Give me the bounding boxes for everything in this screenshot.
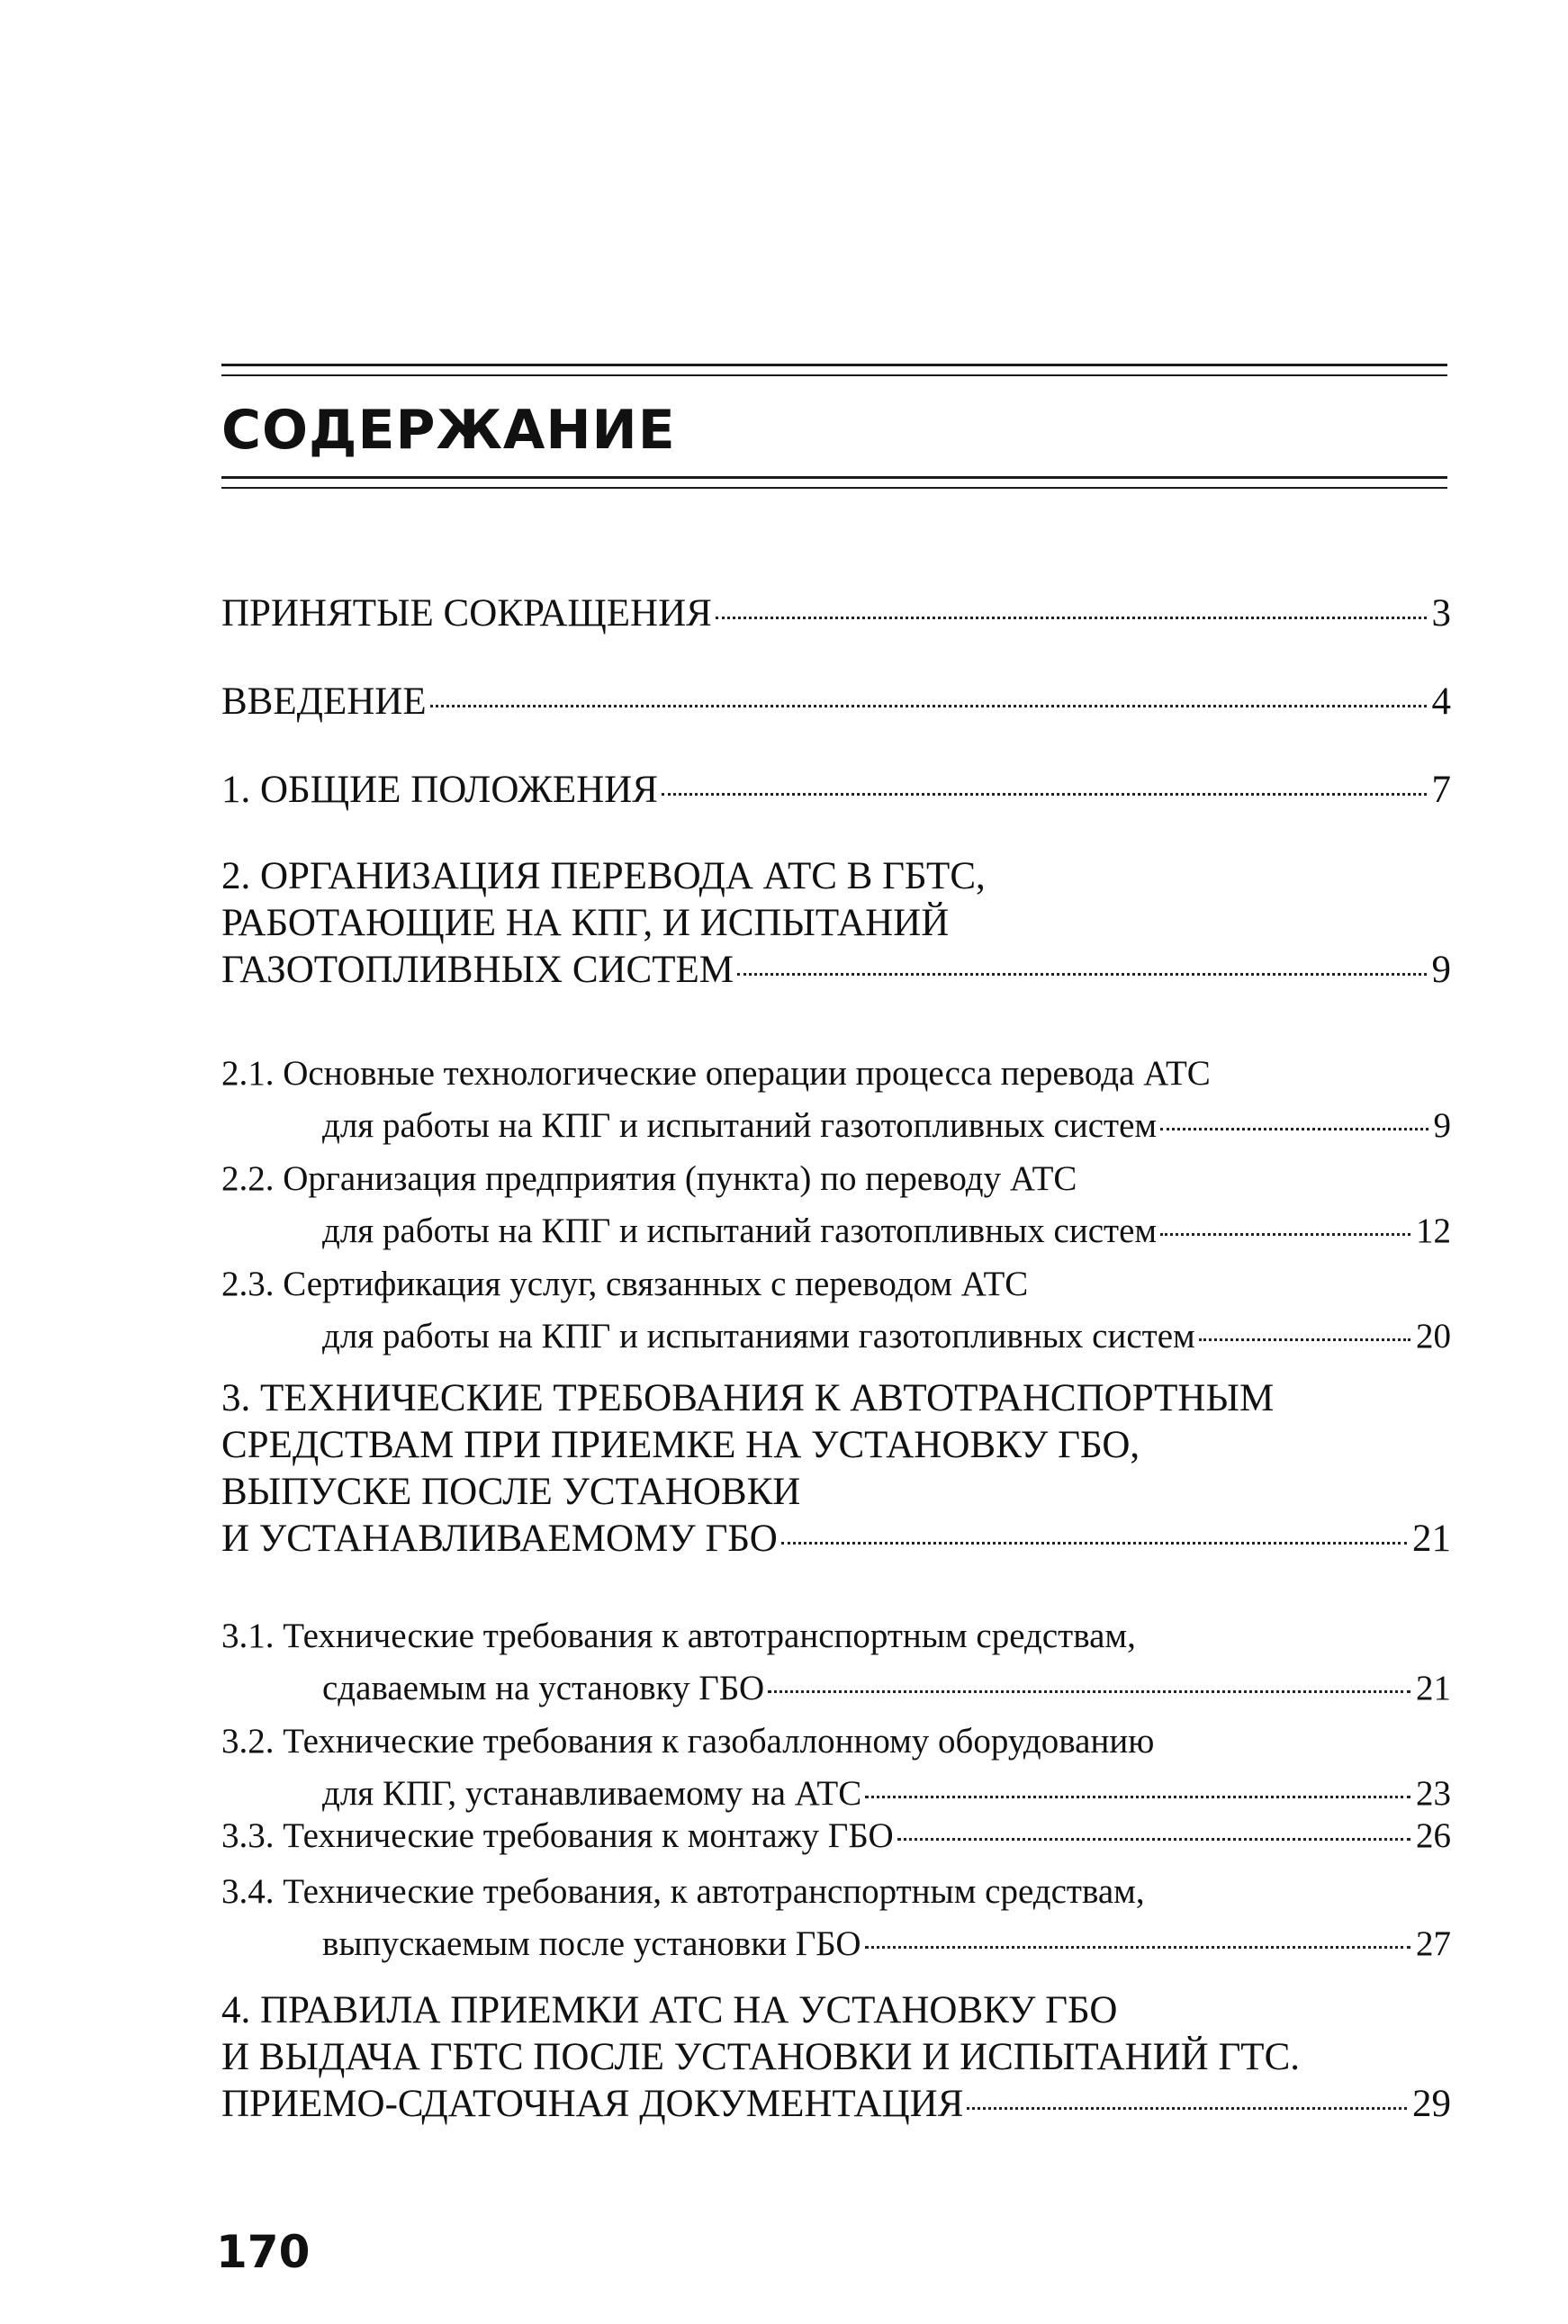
- toc-entry-section-2-2[interactable]: [221, 1153, 1451, 1257]
- toc-entry-section-3-3[interactable]: [221, 1810, 1451, 1862]
- toc-page-number: 21: [1416, 1669, 1451, 1707]
- page-number: 170: [216, 2226, 311, 2278]
- dot-leader: [967, 2107, 1407, 2110]
- toc-page-number: 9: [1431, 949, 1451, 991]
- toc-entry-introduction[interactable]: [221, 679, 1451, 725]
- toc-entry-title-line: выпускаемым после установки ГБО: [322, 1924, 861, 1963]
- toc-page-number: 26: [1416, 1816, 1451, 1855]
- toc-page-number: 23: [1416, 1774, 1451, 1813]
- toc-entry-title-line: 2.2. Организация предприятия (пункта) по переводу АТС: [221, 1159, 1077, 1198]
- toc-entry-title: 3.3. Технические требования к монтажу ГБО: [221, 1816, 894, 1855]
- bottom-rule-outer: [221, 476, 1447, 479]
- dot-leader: [1160, 1233, 1410, 1236]
- toc-entry-title-line: 4. ПРАВИЛА ПРИЕМКИ АТС НА УСТАНОВКУ ГБО: [221, 1989, 1118, 2031]
- dot-leader: [865, 1796, 1410, 1798]
- toc-page-number: 12: [1416, 1212, 1451, 1250]
- toc-page-number: 3: [1431, 592, 1451, 635]
- toc-page-number: 27: [1416, 1924, 1451, 1963]
- toc-entry-title-line: 3.2. Технические требования к газобаллонному оборудованию: [221, 1722, 1155, 1761]
- toc-entry-title-line: И ВЫДАЧА ГБТС ПОСЛЕ УСТАНОВКИ И ИСПЫТАНИЙ ГТС.: [221, 2036, 1300, 2078]
- toc-entry-section-3-2[interactable]: [221, 1716, 1451, 1820]
- toc-page-number: 9: [1433, 1106, 1451, 1145]
- toc-entry-title-line: 3.1. Технические требования к автотранспортным средствам,: [221, 1617, 1136, 1655]
- toc-entry-title-line: РАБОТАЮЩИЕ НА КПГ, И ИСПЫТАНИЙ: [221, 902, 950, 944]
- dot-leader: [865, 1946, 1410, 1949]
- toc-page-number: 29: [1412, 2083, 1451, 2125]
- toc-entry-section-2[interactable]: [221, 853, 1451, 994]
- toc-entry-section-2-3[interactable]: [221, 1258, 1451, 1363]
- toc-entry-title-line: для работы на КПГ и испытаний газотопливных систем: [322, 1212, 1158, 1250]
- toc-entry-title: 1. ОБЩИЕ ПОЛОЖЕНИЯ: [221, 769, 658, 811]
- toc-page-number: 4: [1431, 680, 1451, 723]
- dot-leader: [897, 1838, 1410, 1841]
- toc-entry-section-1[interactable]: [221, 767, 1451, 814]
- page-title: СОДЕРЖАНИЕ: [221, 399, 676, 462]
- toc-entry-section-3[interactable]: [221, 1375, 1451, 1563]
- top-rule-inner: [221, 374, 1447, 376]
- toc-entry-title-line: ГАЗОТОПЛИВНЫХ СИСТЕМ: [221, 949, 734, 991]
- toc-entry-title-line: ПРИЕМО-СДАТОЧНАЯ ДОКУМЕНТАЦИЯ: [221, 2083, 964, 2125]
- toc-entry-section-3-1[interactable]: [221, 1610, 1451, 1715]
- toc-entry-title: ВВЕДЕНИЕ: [221, 680, 427, 723]
- dot-leader: [1199, 1338, 1410, 1341]
- toc-entry-title-line: для работы на КПГ и испытаниями газотопливных систем: [322, 1317, 1195, 1356]
- dot-leader: [768, 1690, 1410, 1693]
- toc-entry-title-line: 3.4. Технические требования, к автотранспортным средствам,: [221, 1872, 1145, 1911]
- toc-entry-title: ПРИНЯТЫЕ СОКРАЩЕНИЯ: [221, 592, 712, 635]
- toc-entry-section-4[interactable]: [221, 1987, 1451, 2128]
- toc-entry-abbreviations[interactable]: [221, 590, 1451, 637]
- bottom-rule-inner: [221, 487, 1447, 489]
- toc-entry-section-2-1[interactable]: [221, 1048, 1451, 1152]
- dot-leader: [1160, 1128, 1428, 1130]
- top-rule-outer: [221, 364, 1447, 366]
- toc-entry-title-line: 2.3. Сертификация услуг, связанных с переводом АТС: [221, 1265, 1029, 1303]
- dot-leader: [662, 793, 1427, 796]
- dot-leader: [737, 973, 1427, 976]
- toc-entry-title-line: ВЫПУСКЕ ПОСЛЕ УСТАНОВКИ: [221, 1471, 801, 1513]
- dot-leader: [716, 617, 1427, 619]
- toc-page-number: 21: [1412, 1518, 1451, 1560]
- toc-entry-title-line: СРЕДСТВАМ ПРИ ПРИЕМКЕ НА УСТАНОВКУ ГБО,: [221, 1424, 1140, 1466]
- toc-entry-title-line: 3. ТЕХНИЧЕСКИЕ ТРЕБОВАНИЯ К АВТОТРАНСПОРТНЫМ: [221, 1377, 1275, 1419]
- dot-leader: [781, 1542, 1407, 1545]
- toc-entry-title-line: И УСТАНАВЛИВАЕМОМУ ГБО: [221, 1518, 778, 1560]
- toc-entry-section-3-4[interactable]: [221, 1866, 1451, 1970]
- toc-entry-title-line: сдаваемым на установку ГБО: [322, 1669, 765, 1707]
- toc-entry-title-line: 2. ОРГАНИЗАЦИЯ ПЕРЕВОДА АТС В ГБТС,: [221, 855, 986, 897]
- toc-entry-title-line: для КПГ, устанавливаемому на АТС: [322, 1774, 862, 1813]
- toc-entry-title-line: 2.1. Основные технологические операции процесса перевода АТС: [221, 1054, 1211, 1093]
- toc-page-number: 20: [1416, 1317, 1451, 1356]
- dot-leader: [430, 705, 1427, 707]
- toc-page-number: 7: [1431, 769, 1451, 811]
- toc-entry-title-line: для работы на КПГ и испытаний газотопливных систем: [322, 1106, 1158, 1145]
